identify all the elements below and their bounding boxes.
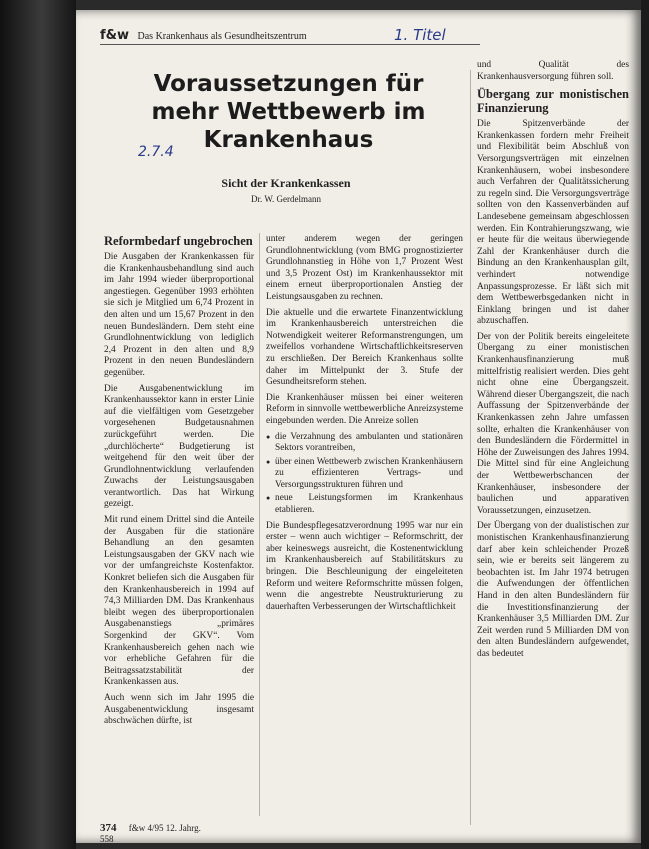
article-subtitle: Sicht der Krankenkassen [221,176,351,190]
column-divider [259,233,260,816]
column-2 [266,234,463,617]
paragraph: und Qualität des Krankenhausversorgung führen soll. [477,60,629,82]
paragraph: Der Übergang von der dualistischen zur monistischen Krankenhausfinanzierung darf aber kein schleichender Prozeß sein, wie er bereits seit längerem zu beobachten ist. Im Jahr 1974 betrugen die Aufwendungen der öffentlichen Hand in den alten Bundesländern für die Investitionsfinanzierung der Krankenhäuser 3,5 Milliarden DM. Zur Zeit werden rund 5 Milliarden DM von den alten Bundesländern aufgewendet, das bedeutet [477,521,629,659]
paragraph: Die aktuelle und die erwartete Finanzentwicklung im Krankenhausbereich unterstreichen die Notwendigkeit weiterer Reformanstrengungen, um zweifellos vorhandene Wirtschaftlichkeitsreserven zu erschließen. Der Bereich Krankenhaus sollte daher im Mittelpunkt der 3. Stufe der Gesundheitsreform stehen. [266,307,463,388]
paragraph: Die Spitzenverbände der Krankenkassen fordern mehr Freiheit und Flexibilität beim Abschluß von Versorgungsverträgen mit einzelnen Krankenhäusern, wobei insbesondere auch Verfahren der Qualitätssicherung zu regeln sind. Die Versorgungsverträge sollten von den Kassenverbänden auf Landesebene gemeinsam abgeschlossen werden. Ein Kontrahierungszwang, wie er heute für die weitaus überwiegende Zahl der Krankenhäuser durch die Bindung an den Krankenhausplan gilt, verhindert notwendige Anpassungsprozesse. Er läßt sich mit dem Wettbewerbsgedanken nicht in Einklang bringen und ist daher abzuschaffen. [477,119,629,327]
paragraph: unter anderem wegen der geringen Grundlohnentwicklung (vom BMG prognostizierter Grundlohnanstieg in Höhe von 1,7 Prozent West und 3,5 Prozent Ost) im Krankenhaussektor mit einem erneut überproportionalen Anstieg der Leistungsausgaben zu rechnen. [266,234,463,302]
article-title: Voraussetzungen für mehr Wettbewerb im Krankenhaus [151,71,426,153]
column-1 [104,234,254,732]
journal-citation: f&w 4/95 12. Jahrg. [128,823,201,833]
paragraph: Die Ausgaben der Krankenkassen für die Krankenhausbehandlung sind auch im Jahr 1994 wieder überproportional angestiegen. Gegenüber 1993 erhöhten sie sich je Mitglied um 6,74 Prozent in den alten und um 15,67 Prozent in den neuen Bundesländern. Dem steht eine Grundlohnentwicklung von lediglich 2,4 Prozent in den alten und 8,9 Prozent in den neuen Bundesländern gegenüber. [104,252,254,378]
list-item: ● die Verzahnung des ambulanten und stationären Sektors vorantreiben, [275,432,463,455]
handwritten-note-top: 1. Titel [394,26,446,44]
page-number: 374 [100,822,117,834]
document-page [76,10,641,843]
section-heading: Übergang zur monistischen Finanzierung [477,87,629,116]
list-item: ● neue Leistungsformen im Krankenhaus etablieren. [275,493,463,516]
paragraph: Die Bundespflegesatzverordnung 1995 war nur ein erster – wenn auch wichtiger – Reformschritt, der aber keineswegs ausreicht, die Kostenentwicklung im Krankenhausbereich auf Stabilitätskurs zu bringen. Die Beschleunigung der eingeleiteten Reform und weitere Reformschritte müssen folgen, wenn die angestrebte Neustrukturierung zu dauerhaften Verbesserungen der Wirtschaftlichkeit [266,520,463,612]
paragraph: Die Ausgabenentwicklung im Krankenhaussektor kann in erster Linie auf die vielfältigen vom Gesetzgeber vorgesehenen Budgetausnahmen zurückgeführt werden. Die „durchlöcherte“ Budgetierung ist weitgehend für den weit über der Grundlohnentwicklung verlaufenden Zuwachs der Leistungsausgaben verantwortlich. Das hat Wirkung gezeigt. [104,383,254,510]
header-text: Das Krankenhaus als Gesundheitszentrum [137,31,307,42]
section-heading: Reformbedarf ungebrochen [104,234,253,248]
column-3 [477,60,629,665]
handwritten-note-side: 2.7.4 [138,144,174,160]
right-edge-shadow [641,0,649,849]
paragraph: Die Krankenhäuser müssen bei einer weiteren Reform in sinnvolle wettbewerbliche Anreizsysteme eingebunden werden. Die Anreize sollen [266,392,463,426]
paragraph: Auch wenn sich im Jahr 1995 die Ausgabenentwicklung insgesamt abschwächen dürfte, ist [104,692,254,727]
paragraph: Mit rund einem Drittel sind die Anteile der Ausgaben für die stationäre Behandlung an den gesamten Leistungsausgaben der GKV nach wie vor der umfangreichste Kostenfaktor. Konkret beliefen sich die Ausgaben für den Krankenhausbereich in 1994 auf 74,3 Milliarden DM. Das Krankenhaus bleibt wegen des überproportionalen Ausgabenanstiegs „primäres Sorgenkind der GKV“. Vom Krankenhausbereich gehen nach wie vor erhebliche Gefahren für die Beitragssatzstabilität der Krankenkassen aus. [104,515,254,688]
list-item: ● über einen Wettbewerb zwischen Krankenhäusern zu effizienteren Vertrags- und Versorgungsstrukturen führen und [275,457,463,492]
paragraph: Der von der Politik bereits eingeleitete Übergang zu einer monistischen Krankenhausfinanzierung muß mittelfristig realisiert werden. Dies geht nicht ohne eine Übergangszeit. Während dieser Übergangszeit, die nach Auffassung der Spitzenverbände der Krankenkassen zehn Jahre umfassen sollte, erhalten die Krankenhäuser von den Bundesländern die Fördermittel in Höhe der Zuweisungen des Jahres 1994. Die Mittel sind für eine Angleichung der Wettbewerbschancen der Krankenhäuser, insbesondere der baulichen und apparativen Voraussetzungen, einzusetzen. [477,331,629,516]
bullet-list [266,432,463,517]
column-divider [470,70,471,825]
article-author: Dr. W. Gerdelmann [251,194,321,204]
page-footer [100,822,201,844]
book-binding-shadow [0,0,76,849]
page-number-alt: 558 [100,834,114,844]
journal-logo: f&w [100,28,130,43]
